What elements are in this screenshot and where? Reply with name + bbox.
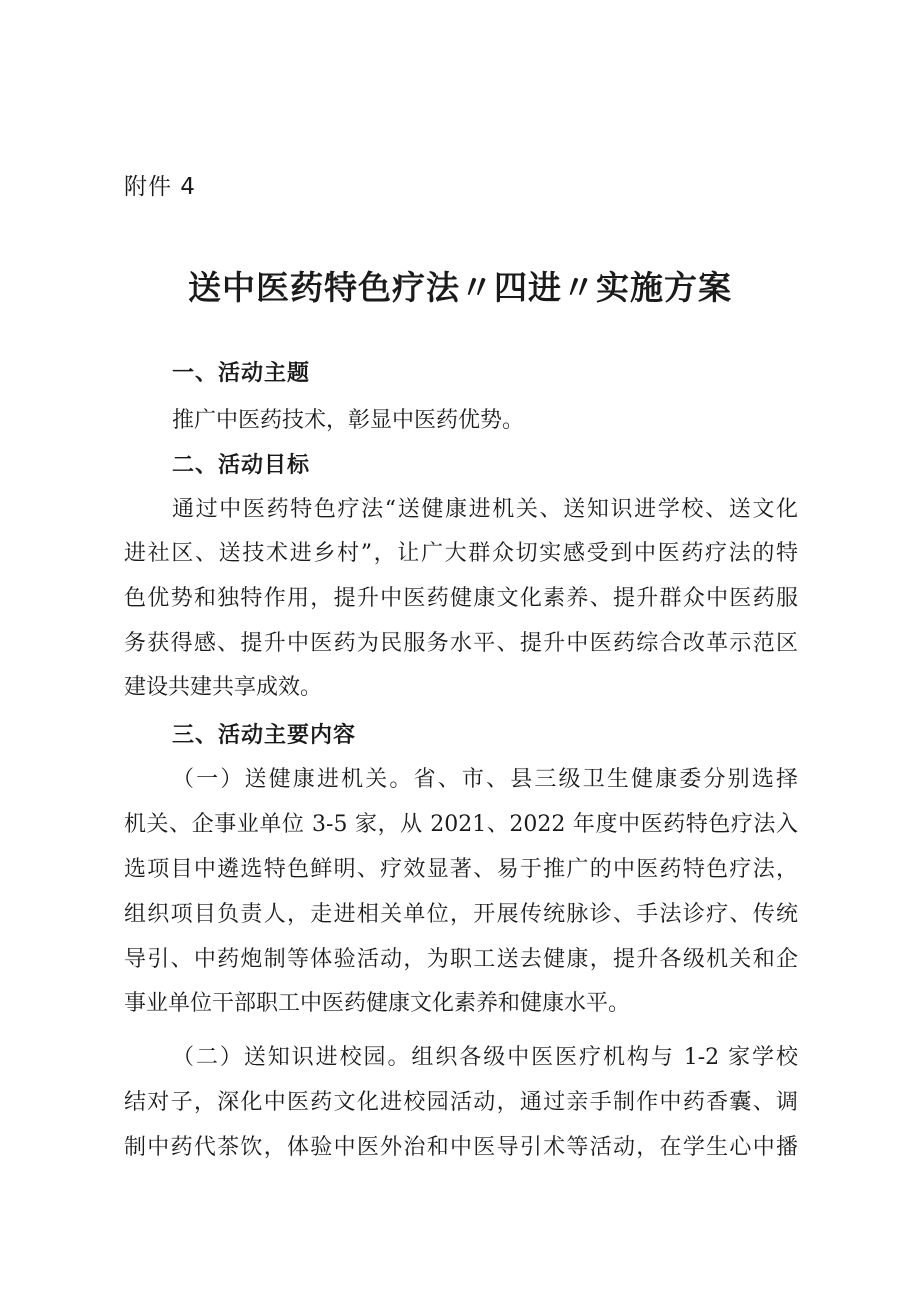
content-para2-line: 结对子，深化中医药文化进校园活动，通过亲手制作中药香囊、调 <box>124 1090 798 1115</box>
content-para2-line: （二）送知识进校园。组织各级中医医疗机构与 1-2 家学校 <box>172 1045 798 1070</box>
content-para1-line: 导引、中药炮制等体验活动，为职工送去健康，提升各级机关和企 <box>124 947 798 972</box>
content-para1-line: 组织项目负责人，走进相关单位，开展传统脉诊、手法诊疗、传统 <box>124 902 798 927</box>
section-heading-content: 三、活动主要内容 <box>172 723 357 748</box>
content-para1-line: 选项目中遴选特色鲜明、疗效显著、易于推广的中医药特色疗法， <box>124 857 798 882</box>
content-para1-line: （一）送健康进机关。省、市、县三级卫生健康委分别选择 <box>172 767 798 792</box>
section-heading-theme: 一、活动主题 <box>172 361 311 386</box>
goals-line: 色优势和独特作用，提升中医药健康文化素养、提升群众中医药服 <box>124 586 798 611</box>
content-para1-line: 机关、企事业单位 3-5 家，从 2021、2022 年度中医药特色疗法入 <box>124 812 798 837</box>
goals-line: 务获得感、提升中医药为民服务水平、提升中医药综合改革示范区 <box>124 631 798 656</box>
goals-line: 通过中医药特色疗法“送健康进机关、送知识进学校、送文化 <box>172 497 798 522</box>
theme-text: 推广中医药技术，彰显中医药优势。 <box>172 408 525 433</box>
goals-line: 建设共建共享成效。 <box>124 675 323 700</box>
document-title: 送中医药特色疗法〃四进〃实施方案 <box>188 268 732 307</box>
section-heading-goals: 二、活动目标 <box>172 453 311 478</box>
content-para2-line: 制中药代茶饮，体验中医外治和中医导引术等活动，在学生心中播 <box>124 1135 798 1160</box>
attachment-label: 附件 4 <box>124 174 196 200</box>
goals-line: 进社区、送技术进乡村”，让广大群众切实感受到中医药疗法的特 <box>124 541 798 566</box>
content-para1-line: 事业单位干部职工中医药健康文化素养和健康水平。 <box>124 991 631 1016</box>
